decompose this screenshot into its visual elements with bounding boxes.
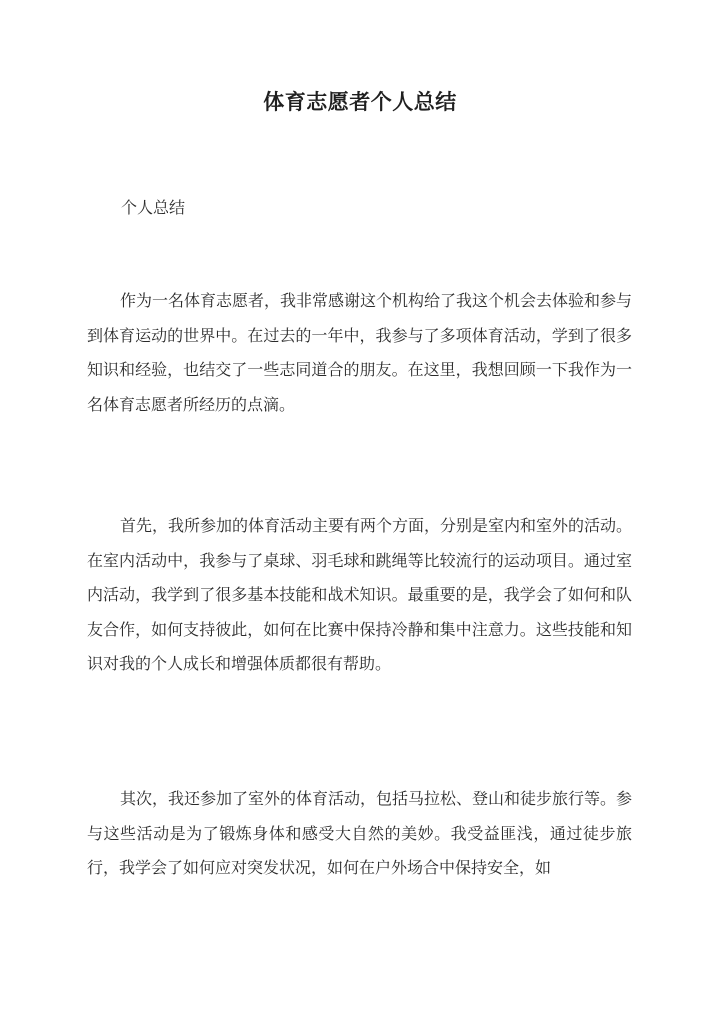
paragraph-1: 作为一名体育志愿者，我非常感谢这个机构给了我这个机会去体验和参与到体育运动的世界中。在过去的一年中，我参与了多项体育活动，学到了很多知识和经验，也结交了一些志同道合的朋友。在这里，我想回顾一下我作为一名体育志愿者所经历的点滴。 bbox=[87, 291, 633, 414]
section-heading: 个人总结 bbox=[121, 198, 186, 217]
document-title: 体育志愿者个人总结 bbox=[263, 89, 457, 114]
paragraph-2: 首先，我所参加的体育活动主要有两个方面，分别是室内和室外的活动。在室内活动中，我参与了桌球、羽毛球和跳绳等比较流行的运动项目。通过室内活动，我学到了很多基本技能和战术知识。最重要的是，我学会了如何和队友合作，如何支持彼此，如何在比赛中保持冷静和集中注意力。这些技能和知识对我的个人成长和增强体质都很有帮助。 bbox=[87, 516, 633, 673]
paragraph-3: 其次，我还参加了室外的体育活动，包括马拉松、登山和徒步旅行等。参与这些活动是为了锻炼身体和感受大自然的美妙。我受益匪浅，通过徒步旅行，我学会了如何应对突发状况，如何在户外场合中保持安全，如 bbox=[87, 789, 633, 877]
